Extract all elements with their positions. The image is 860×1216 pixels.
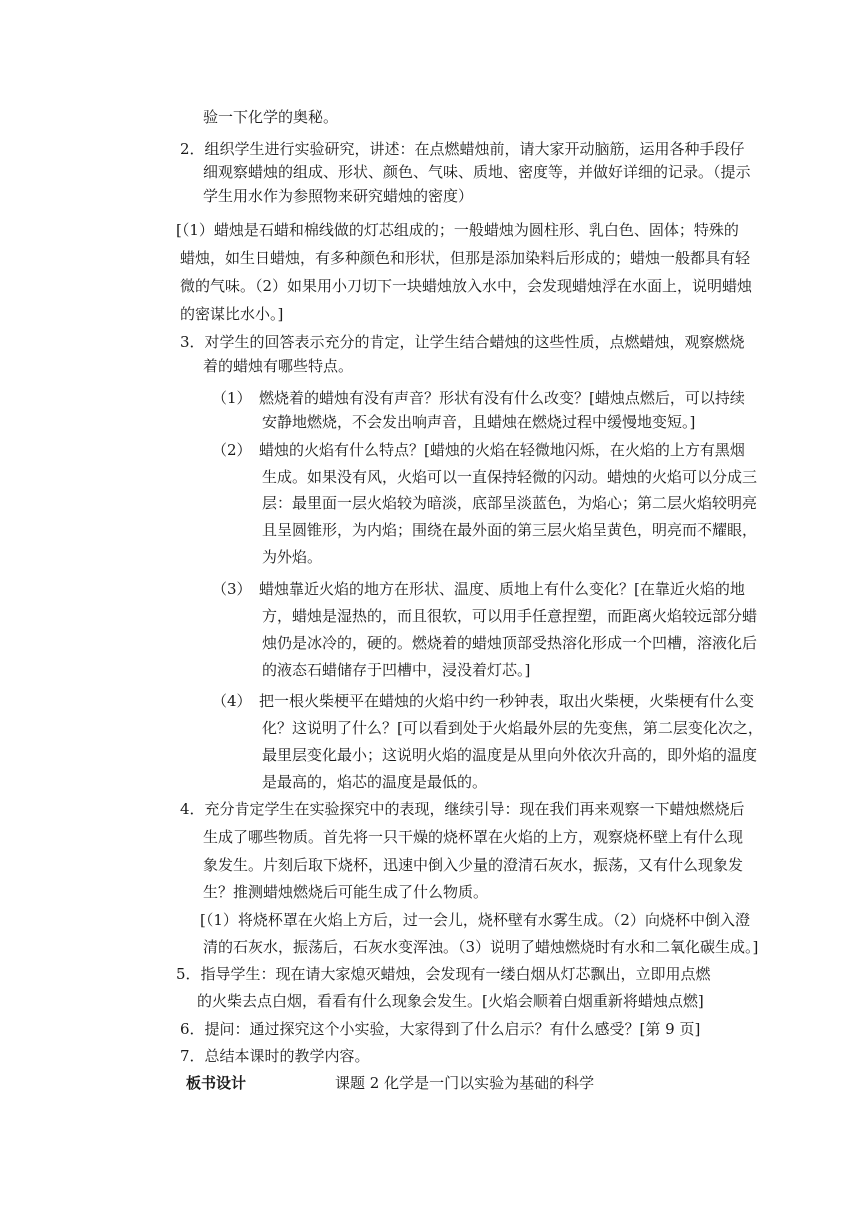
text-line: 为外焰。: [262, 548, 323, 566]
text-line: （1） 燃烧着的蜡烛有没有声音？形状有没有什么改变？[蜡烛点燃后，可以持续: [212, 389, 745, 407]
text-line: 安静地燃烧，不会发出响声音，且蜡烛在燃烧过程中缓慢地变短。]: [262, 413, 696, 431]
text-line: 的密谋比水小。]: [180, 305, 284, 323]
text-line: 方，蜡烛是湿热的，而且很软，可以用手任意捏塑，而距离火焰较远部分蜡: [262, 607, 758, 625]
text-line: 3．对学生的回答表示充分的肯定，让学生结合蜡烛的这些性质，点燃蜡烛，观察燃烧: [180, 333, 745, 351]
lesson-title: 课题 2 化学是一门以实验为基础的科学: [335, 1074, 595, 1092]
text-line: 烛仍是冰冷的，硬的。燃烧着的蜡烛顶部受热溶化形成一个凹槽，溶液化后: [262, 634, 758, 652]
text-line: [（1）将烧杯罩在火焰上方后，过一会儿，烧杯壁有水雾生成。（2）向烧杯中倒入澄: [200, 911, 750, 929]
text-line: 微的气味。（2）如果用小刀切下一块蜡烛放入水中，会发现蜡烛浮在水面上，说明蜡烛: [180, 277, 753, 295]
section-heading: 板书设计: [186, 1074, 247, 1092]
text-line: 验一下化学的奥秘。: [203, 108, 339, 126]
text-line: （4） 把一根火柴梗平在蜡烛的火焰中约一秒钟表，取出火柴梗，火柴梗有什么变: [212, 692, 755, 710]
text-line: 学生用水作为参照物来研究蜡烛的密度）: [203, 187, 474, 205]
text-line: 2．组织学生进行实验研究，讲述：在点燃蜡烛前，请大家开动脑筋，运用各种手段仔: [180, 140, 745, 158]
text-line: 6．提问：通过探究这个小实验，大家得到了什么启示？有什么感受？[第 9 页]: [180, 1020, 701, 1038]
text-line: 且呈圆锥形，为内焰；围绕在最外面的第三层火焰呈黄色，明亮而不耀眼，: [262, 521, 758, 539]
text-line: 的液态石蜡储存于凹槽中，浸没着灯芯。]: [262, 661, 531, 679]
text-line: （2） 蜡烛的火焰有什么特点？[蜡烛的火焰在轻微地闪烁，在火焰的上方有黑烟: [212, 441, 745, 459]
text-line: 生成。如果没有风，火焰可以一直保持轻微的闪动。蜡烛的火焰可以分成三: [262, 468, 758, 486]
text-line: 4．充分肯定学生在实验探究中的表现，继续引导：现在我们再来观察一下蜡烛燃烧后: [180, 800, 745, 818]
text-line: 是最高的，焰芯的温度是最低的。: [262, 773, 488, 791]
text-line: 生？推测蜡烛燃烧后可能生成了什么物质。: [203, 883, 489, 901]
text-line: 清的石灰水，振荡后，石灰水变浑浊。（3）说明了蜡烛燃烧时有水和二氧化碳生成。]: [203, 938, 759, 956]
text-line: 着的蜡烛有哪些特点。: [203, 357, 354, 375]
text-line: 化？这说明了什么？[可以看到处于火焰最外层的先变焦，第二层变化次之，: [262, 719, 763, 737]
text-line: 层：最里面一层火焰较为暗淡，底部呈淡蓝色，为焰心；第二层火焰较明亮: [262, 494, 758, 512]
text-line: 蜡烛，如生日蜡烛，有多种颜色和形状，但那是添加染料后形成的；蜡烛一般都具有轻: [180, 249, 751, 267]
text-line: 7．总结本课时的教学内容。: [180, 1047, 370, 1065]
text-line: [（1）蜡烛是石蜡和棉线做的灯芯组成的；一般蜡烛为圆柱形、乳白色、固体；特殊的: [176, 221, 739, 239]
text-line: 5．指导学生：现在请大家熄灭蜡烛，会发现有一缕白烟从灯芯飘出，立即用点燃: [176, 965, 711, 983]
text-line: （3） 蜡烛靠近火焰的地方在形状、温度、质地上有什么变化？[在靠近火焰的地: [212, 580, 745, 598]
text-line: 的火柴去点白烟，看看有什么现象会发生。[火焰会顺着白烟重新将蜡烛点燃]: [197, 992, 704, 1010]
text-line: 生成了哪些物质。首先将一只干燥的烧杯罩在火焰的上方，观察烧杯壁上有什么现: [203, 828, 744, 846]
text-line: 象发生。片刻后取下烧杯，迅速中倒入少量的澄清石灰水，振荡，又有什么现象发: [203, 856, 744, 874]
text-line: 最里层变化最小；这说明火焰的温度是从里向外依次升高的，即外焰的温度: [262, 746, 758, 764]
text-line: 细观察蜡烛的组成、形状、颜色、气味、质地、密度等，并做好详细的记录。（提示: [203, 163, 751, 181]
